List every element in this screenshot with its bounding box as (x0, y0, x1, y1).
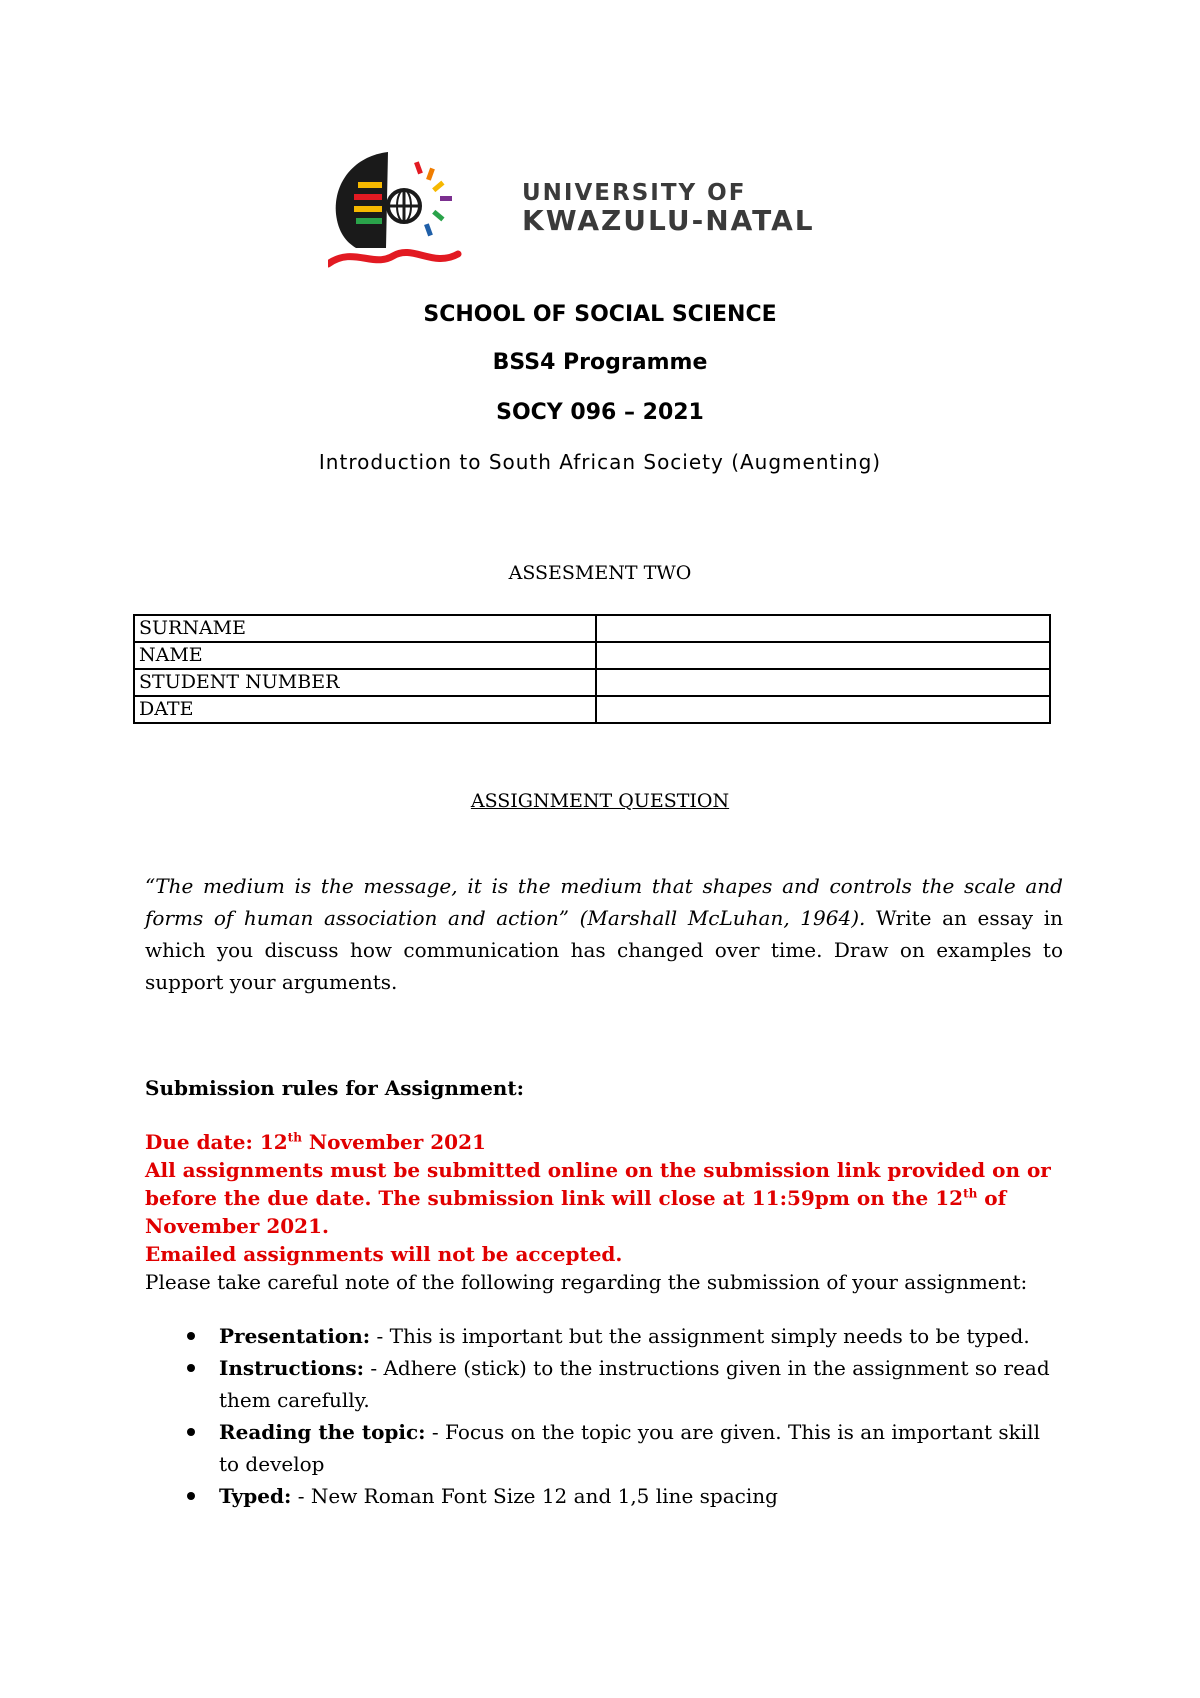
mcluhan-quote: “The medium is the message, it is the medium that shapes and controls the scale and forms of human association and action” (Marshall McLuhan, 1964). (145, 874, 1063, 930)
logo-text-line1: UNIVERSITY OF (522, 180, 747, 206)
assessment-heading: ASSESMENT TWO (508, 562, 692, 584)
list-item: Typed: - New Roman Font Size 12 and 1,5 line spacing (145, 1480, 1063, 1512)
assignment-question-text (145, 870, 1063, 998)
table-row (134, 669, 1050, 696)
table-row (134, 615, 1050, 642)
table-row (134, 642, 1050, 669)
student-number-label: STUDENT NUMBER (134, 669, 596, 696)
university-logo (328, 144, 888, 274)
course-title: SOCY 096 – 2021 (496, 400, 704, 425)
bullet-dot-icon (187, 1364, 195, 1372)
table-row (134, 696, 1050, 723)
school-title: SCHOOL OF SOCIAL SCIENCE (423, 302, 777, 327)
essay-instruction: Write an essay in which you discuss how communication has changed over time. Draw on examples to support your arguments. (145, 906, 1063, 994)
name-value[interactable] (596, 642, 1050, 669)
bullet-dot-icon (187, 1492, 195, 1500)
bullet-dot-icon (187, 1428, 195, 1436)
surname-label: SURNAME (134, 615, 596, 642)
surname-value[interactable] (596, 615, 1050, 642)
assignment-question-heading: ASSIGNMENT QUESTION (470, 790, 730, 812)
course-subtitle: Introduction to South African Society (Augmenting) (318, 450, 882, 474)
logo-text-line2: KWAZULU-NATAL (522, 204, 815, 237)
list-item: Presentation: - This is important but the assignment simply needs to be typed. (145, 1320, 1063, 1352)
due-date: Due date: 12th November 2021 (145, 1130, 486, 1154)
bullet-dot-icon (187, 1332, 195, 1340)
submission-bullets (145, 1320, 1063, 1512)
emailed-rule: Emailed assignments will not be accepted. (145, 1242, 623, 1266)
name-label: NAME (134, 642, 596, 669)
online-submission-rule: All assignments must be submitted online on the submission link provided on or before the due date. The submission link will close at 11:59pm on the 12th of November 2021. (145, 1158, 1051, 1238)
date-value[interactable] (596, 696, 1050, 723)
programme-title: BSS4 Programme (492, 350, 708, 375)
submission-red-block (145, 1128, 1075, 1268)
student-info-table (133, 614, 1051, 724)
list-item: Instructions: - Adhere (stick) to the instructions given in the assignment so read them carefully. (145, 1352, 1063, 1416)
submission-note: Please take careful note of the following regarding the submission of your assignment: (145, 1270, 1028, 1294)
submission-heading: Submission rules for Assignment: (145, 1076, 524, 1100)
date-label: DATE (134, 696, 596, 723)
list-item: Reading the topic: - Focus on the topic you are given. This is an important skill to develop (145, 1416, 1063, 1480)
student-number-value[interactable] (596, 669, 1050, 696)
ukzn-emblem-icon (328, 144, 518, 274)
